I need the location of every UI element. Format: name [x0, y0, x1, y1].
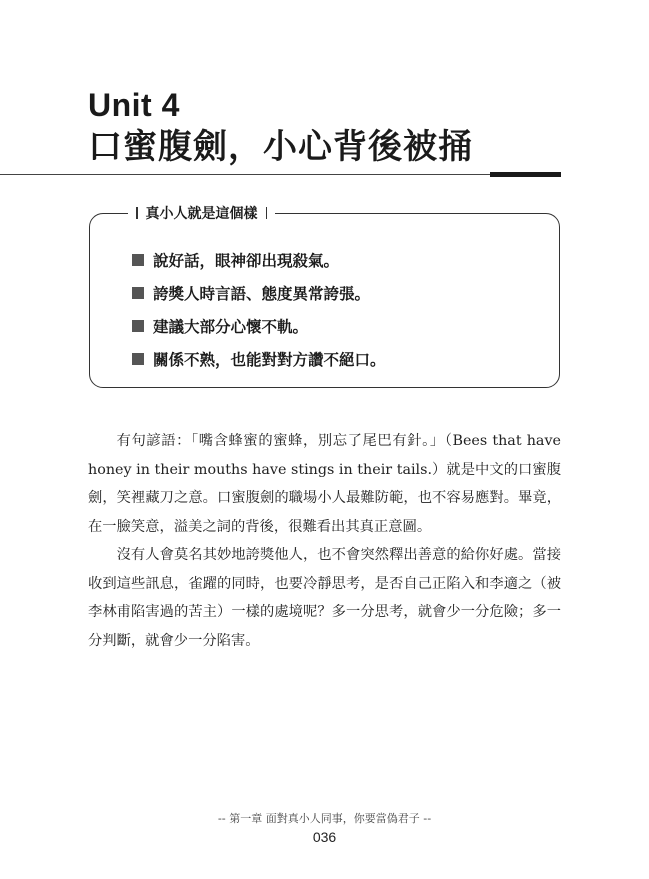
- header-left-bar: [136, 207, 138, 219]
- square-bullet-icon: [132, 254, 144, 266]
- page-number: 036: [312, 829, 337, 845]
- list-item-text: 說好話，眼神卻出現殺氣。: [153, 251, 340, 270]
- callout-list: [132, 243, 386, 375]
- footer-chapter-label: -- 第一章 面對真小人同事，你要當偽君子 --: [217, 812, 432, 825]
- list-item: [132, 276, 386, 309]
- callout-box-title: 真小人就是這個樣: [145, 206, 258, 222]
- list-item-text: 誇獎人時言語、態度異常誇張。: [153, 284, 371, 303]
- square-bullet-icon: [132, 353, 144, 365]
- paragraph: 沒有人會莫名其妙地誇獎他人，也不會突然釋出善意的給你好處。當接收到這些訊息，雀躍的同時，也要冷靜思考，是否自己正陷入和李適之（被李林甫陷害過的苦主）一樣的處境呢？多一分思考，就會少一分危險；多一分判斷，就會少一分陷害。: [88, 547, 561, 649]
- unit-label: Unit 4: [88, 87, 180, 123]
- list-item: [132, 243, 386, 276]
- square-bullet-icon: [132, 320, 144, 332]
- list-item-text: 關係不熟，也能對對方讚不絕口。: [153, 350, 386, 369]
- paragraph: 有句諺語：「嘴含蜂蜜的蜜蜂，別忘了尾巴有針。」（Bees that have honey in their mouths have stings in their tails.）就是中文的口蜜腹劍，笑裡藏刀之意。口蜜腹劍的職場小人最難防範，也不容易應對。畢竟，在一臉笑意，溢美之詞的背後，很難看出其真正意圖。: [88, 433, 561, 535]
- square-bullet-icon: [132, 287, 144, 299]
- list-item: [132, 342, 386, 375]
- header-right-bar: [266, 207, 268, 219]
- callout-box-header: [128, 202, 275, 224]
- header-divider: [0, 174, 561, 175]
- header-accent-bar: [490, 172, 561, 177]
- list-item-text: 建議大部分心懷不軌。: [153, 317, 309, 336]
- body-text: [88, 427, 561, 655]
- unit-title: 口蜜腹劍，小心背後被捅: [88, 127, 473, 167]
- list-item: [132, 309, 386, 342]
